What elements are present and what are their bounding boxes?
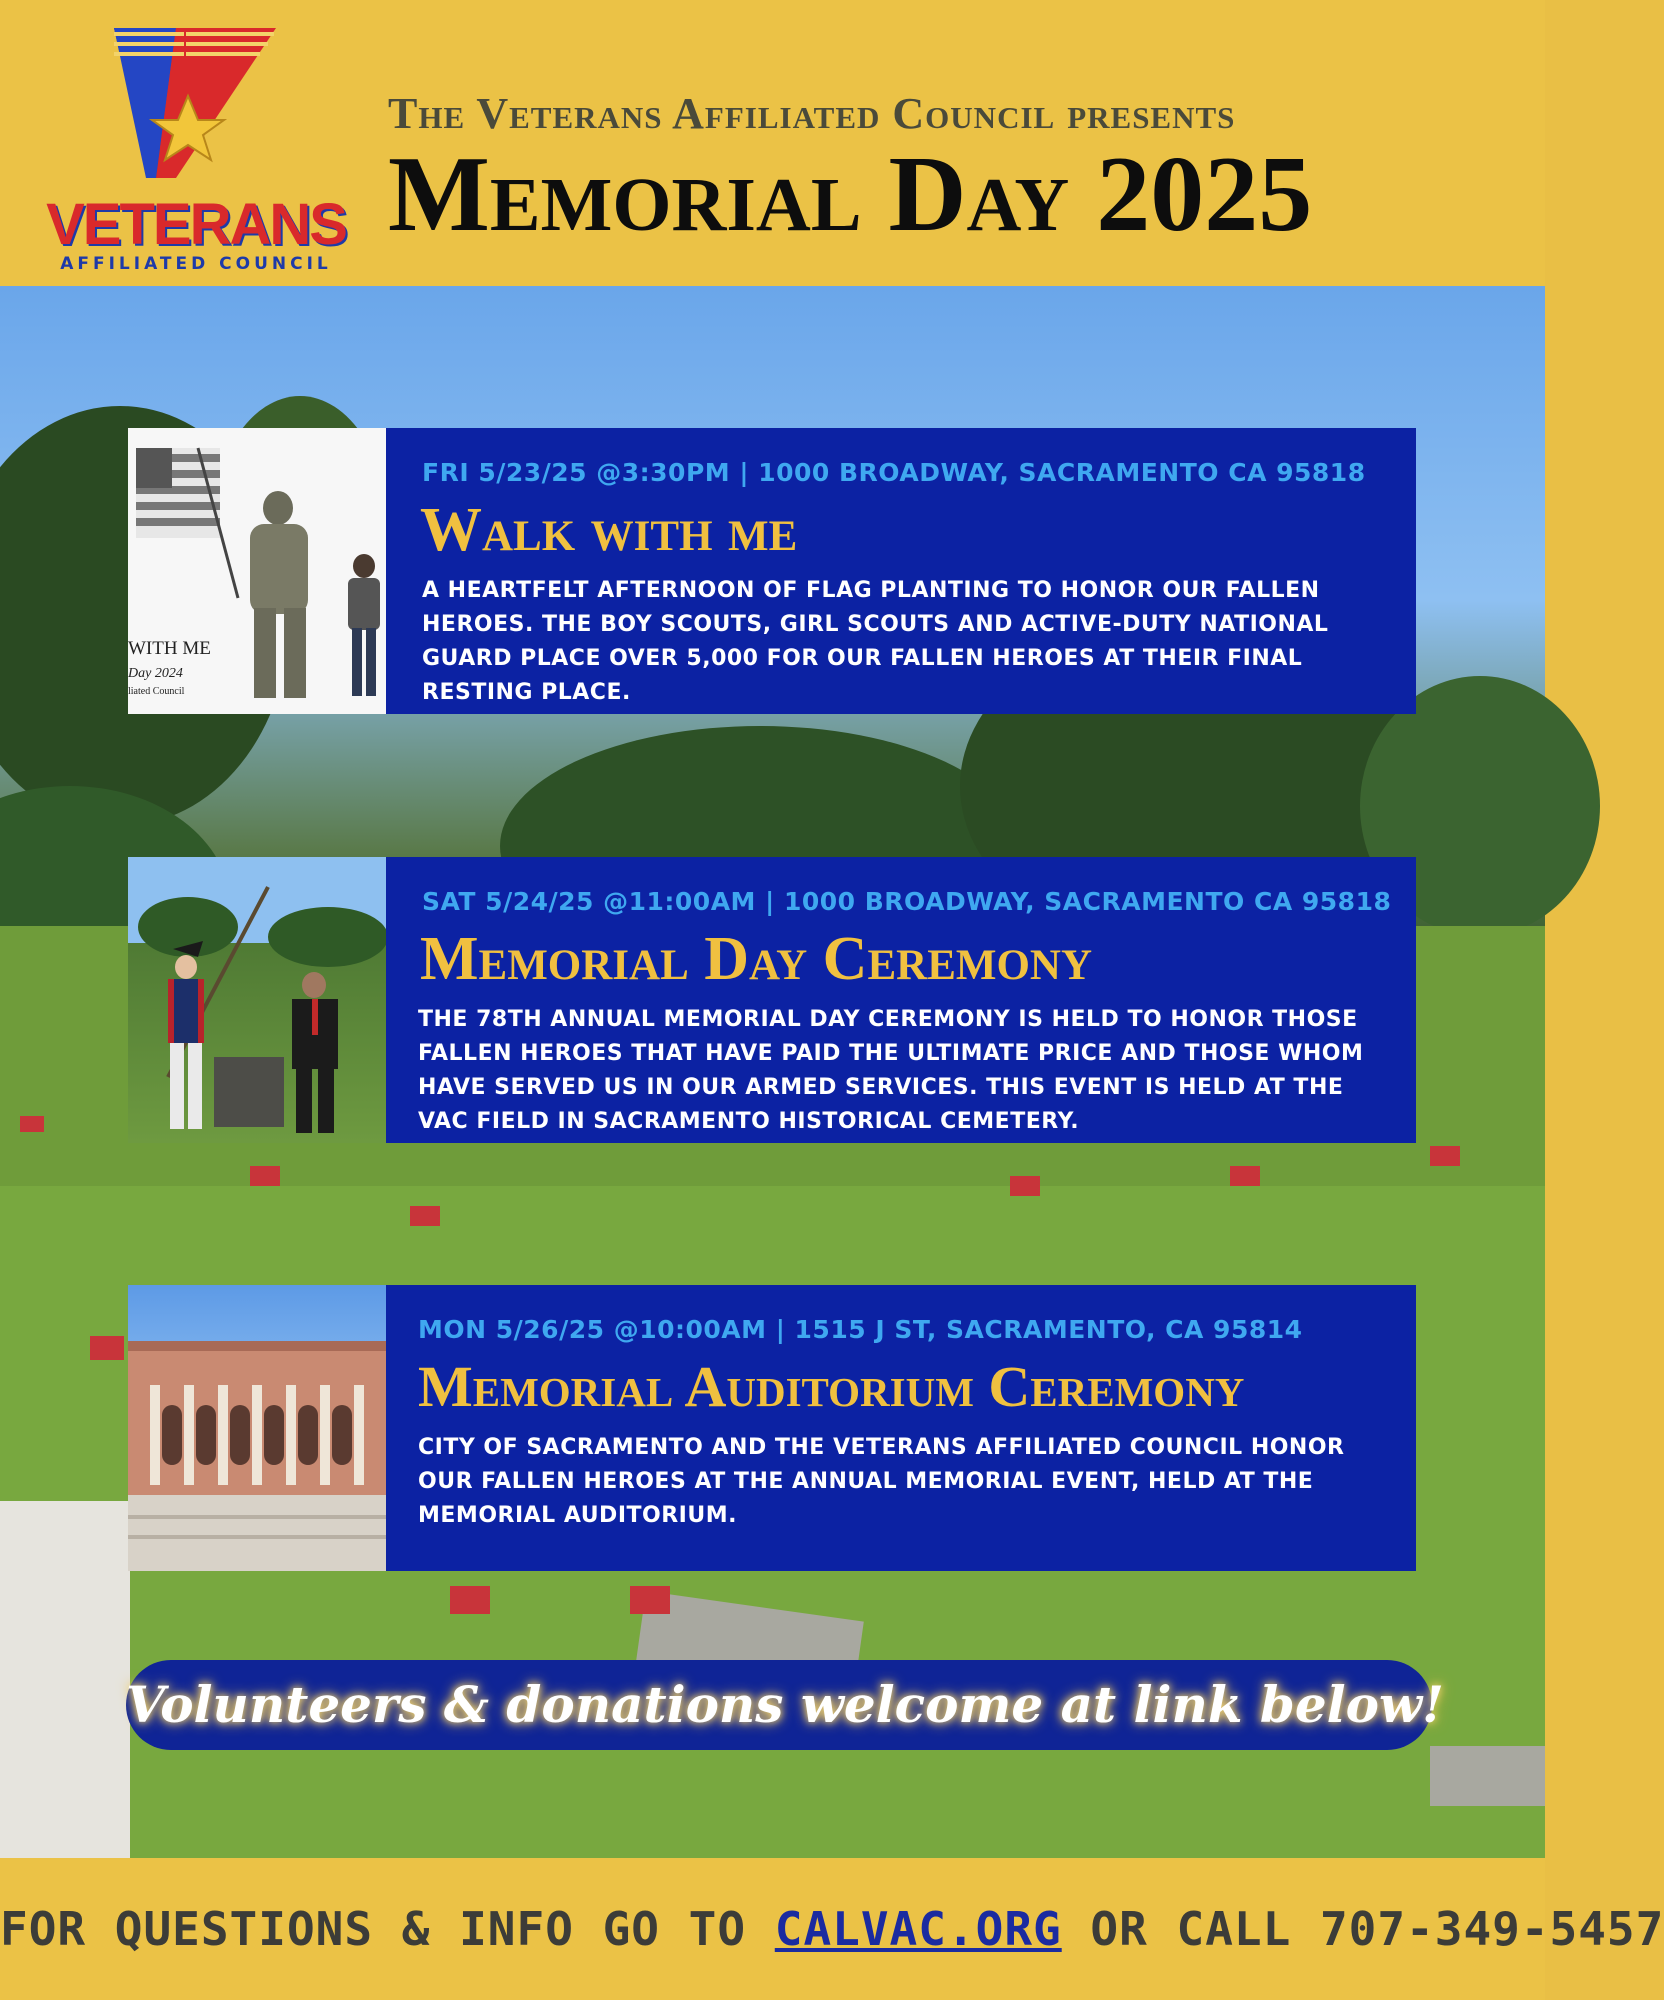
event-date-location: FRI 5/23/25 @3:30PM | 1000 BROADWAY, SACRAMENTO CA 95818 bbox=[422, 458, 1366, 487]
event-title: Memorial Day Ceremony bbox=[420, 925, 1093, 993]
calvac-link[interactable]: CALVAC.ORG bbox=[774, 1902, 1062, 1956]
event-description: A HEARTFELT AFTERNOON OF FLAG PLANTING TO HONOR OUR FALLEN HEROES. THE BOY SCOUTS, GIRL SCOUTS AND ACTIVE-DUTY NATIONAL GUARD PLACE OVER 5,000 FOR OUR FALLEN HEROES AT THEIR FINAL RESTING PLACE. bbox=[422, 578, 1329, 705]
volunteer-banner bbox=[126, 1660, 1444, 1750]
vac-logo bbox=[36, 28, 356, 283]
logo-subtitle: AFFILIATED COUNCIL bbox=[60, 254, 332, 274]
event-description: CITY OF SACRAMENTO AND THE VETERANS AFFILIATED COUNCIL HONOR OUR FALLEN HEROES AT THE ANNUAL MEMORIAL EVENT, HELD AT THE MEMORIAL AUDITORIUM. bbox=[418, 1435, 1345, 1528]
photo-caption-line1: WITH ME bbox=[128, 638, 211, 659]
event-date-location: MON 5/26/25 @10:00AM | 1515 J ST, SACRAMENTO, CA 95814 bbox=[418, 1315, 1303, 1344]
v-star-icon bbox=[36, 28, 356, 198]
footer bbox=[0, 1858, 1664, 2000]
event-card-memorial-auditorium-ceremony bbox=[128, 1285, 1416, 1571]
page-title: Memorial Day 2025 bbox=[388, 135, 1313, 254]
logo-wordmark: VETERANS bbox=[46, 192, 346, 257]
header bbox=[0, 0, 1545, 286]
event-description: THE 78TH ANNUAL MEMORIAL DAY CEREMONY IS HELD TO HONOR THOSE FALLEN HEROES THAT HAVE PAID THE ULTIMATE PRICE AND THOSE WHOM HAVE SERVED US IN OUR ARMED SERVICES. THIS EVENT IS HELD AT THE VAC FIELD IN SACRAMENTO HISTORICAL CEMETERY. bbox=[418, 1007, 1364, 1134]
event-panel bbox=[386, 1285, 1416, 1571]
event-date-location: SAT 5/24/25 @11:00AM | 1000 BROADWAY, SACRAMENTO CA 95818 bbox=[422, 887, 1392, 916]
event-panel bbox=[386, 428, 1416, 714]
photo-caption-line3: liated Council bbox=[128, 686, 185, 697]
ceremony-participants-image bbox=[128, 857, 386, 1143]
event-card-walk-with-me bbox=[128, 428, 1416, 714]
memorial-auditorium-image bbox=[128, 1285, 386, 1571]
event-photo-walk bbox=[128, 428, 386, 714]
footer-prefix: FOR QUESTIONS & INFO GO TO bbox=[0, 1902, 747, 1956]
event-title: Memorial Auditorium Ceremony bbox=[418, 1354, 1245, 1419]
event-photo-ceremony bbox=[128, 857, 386, 1143]
event-panel bbox=[386, 857, 1416, 1143]
footer-phone: OR CALL 707-349-5457 bbox=[1090, 1902, 1664, 1956]
photo-caption-line2: Day 2024 bbox=[128, 666, 183, 681]
volunteer-text: Volunteers & donations welcome at link below! bbox=[126, 1675, 1444, 1734]
event-photo-auditorium bbox=[128, 1285, 386, 1571]
footer-contact bbox=[0, 1902, 1664, 1956]
event-title: Walk with me bbox=[420, 496, 798, 564]
presents-line: The Veterans Affiliated Council presents bbox=[388, 89, 1236, 138]
event-card-memorial-day-ceremony bbox=[128, 857, 1416, 1143]
